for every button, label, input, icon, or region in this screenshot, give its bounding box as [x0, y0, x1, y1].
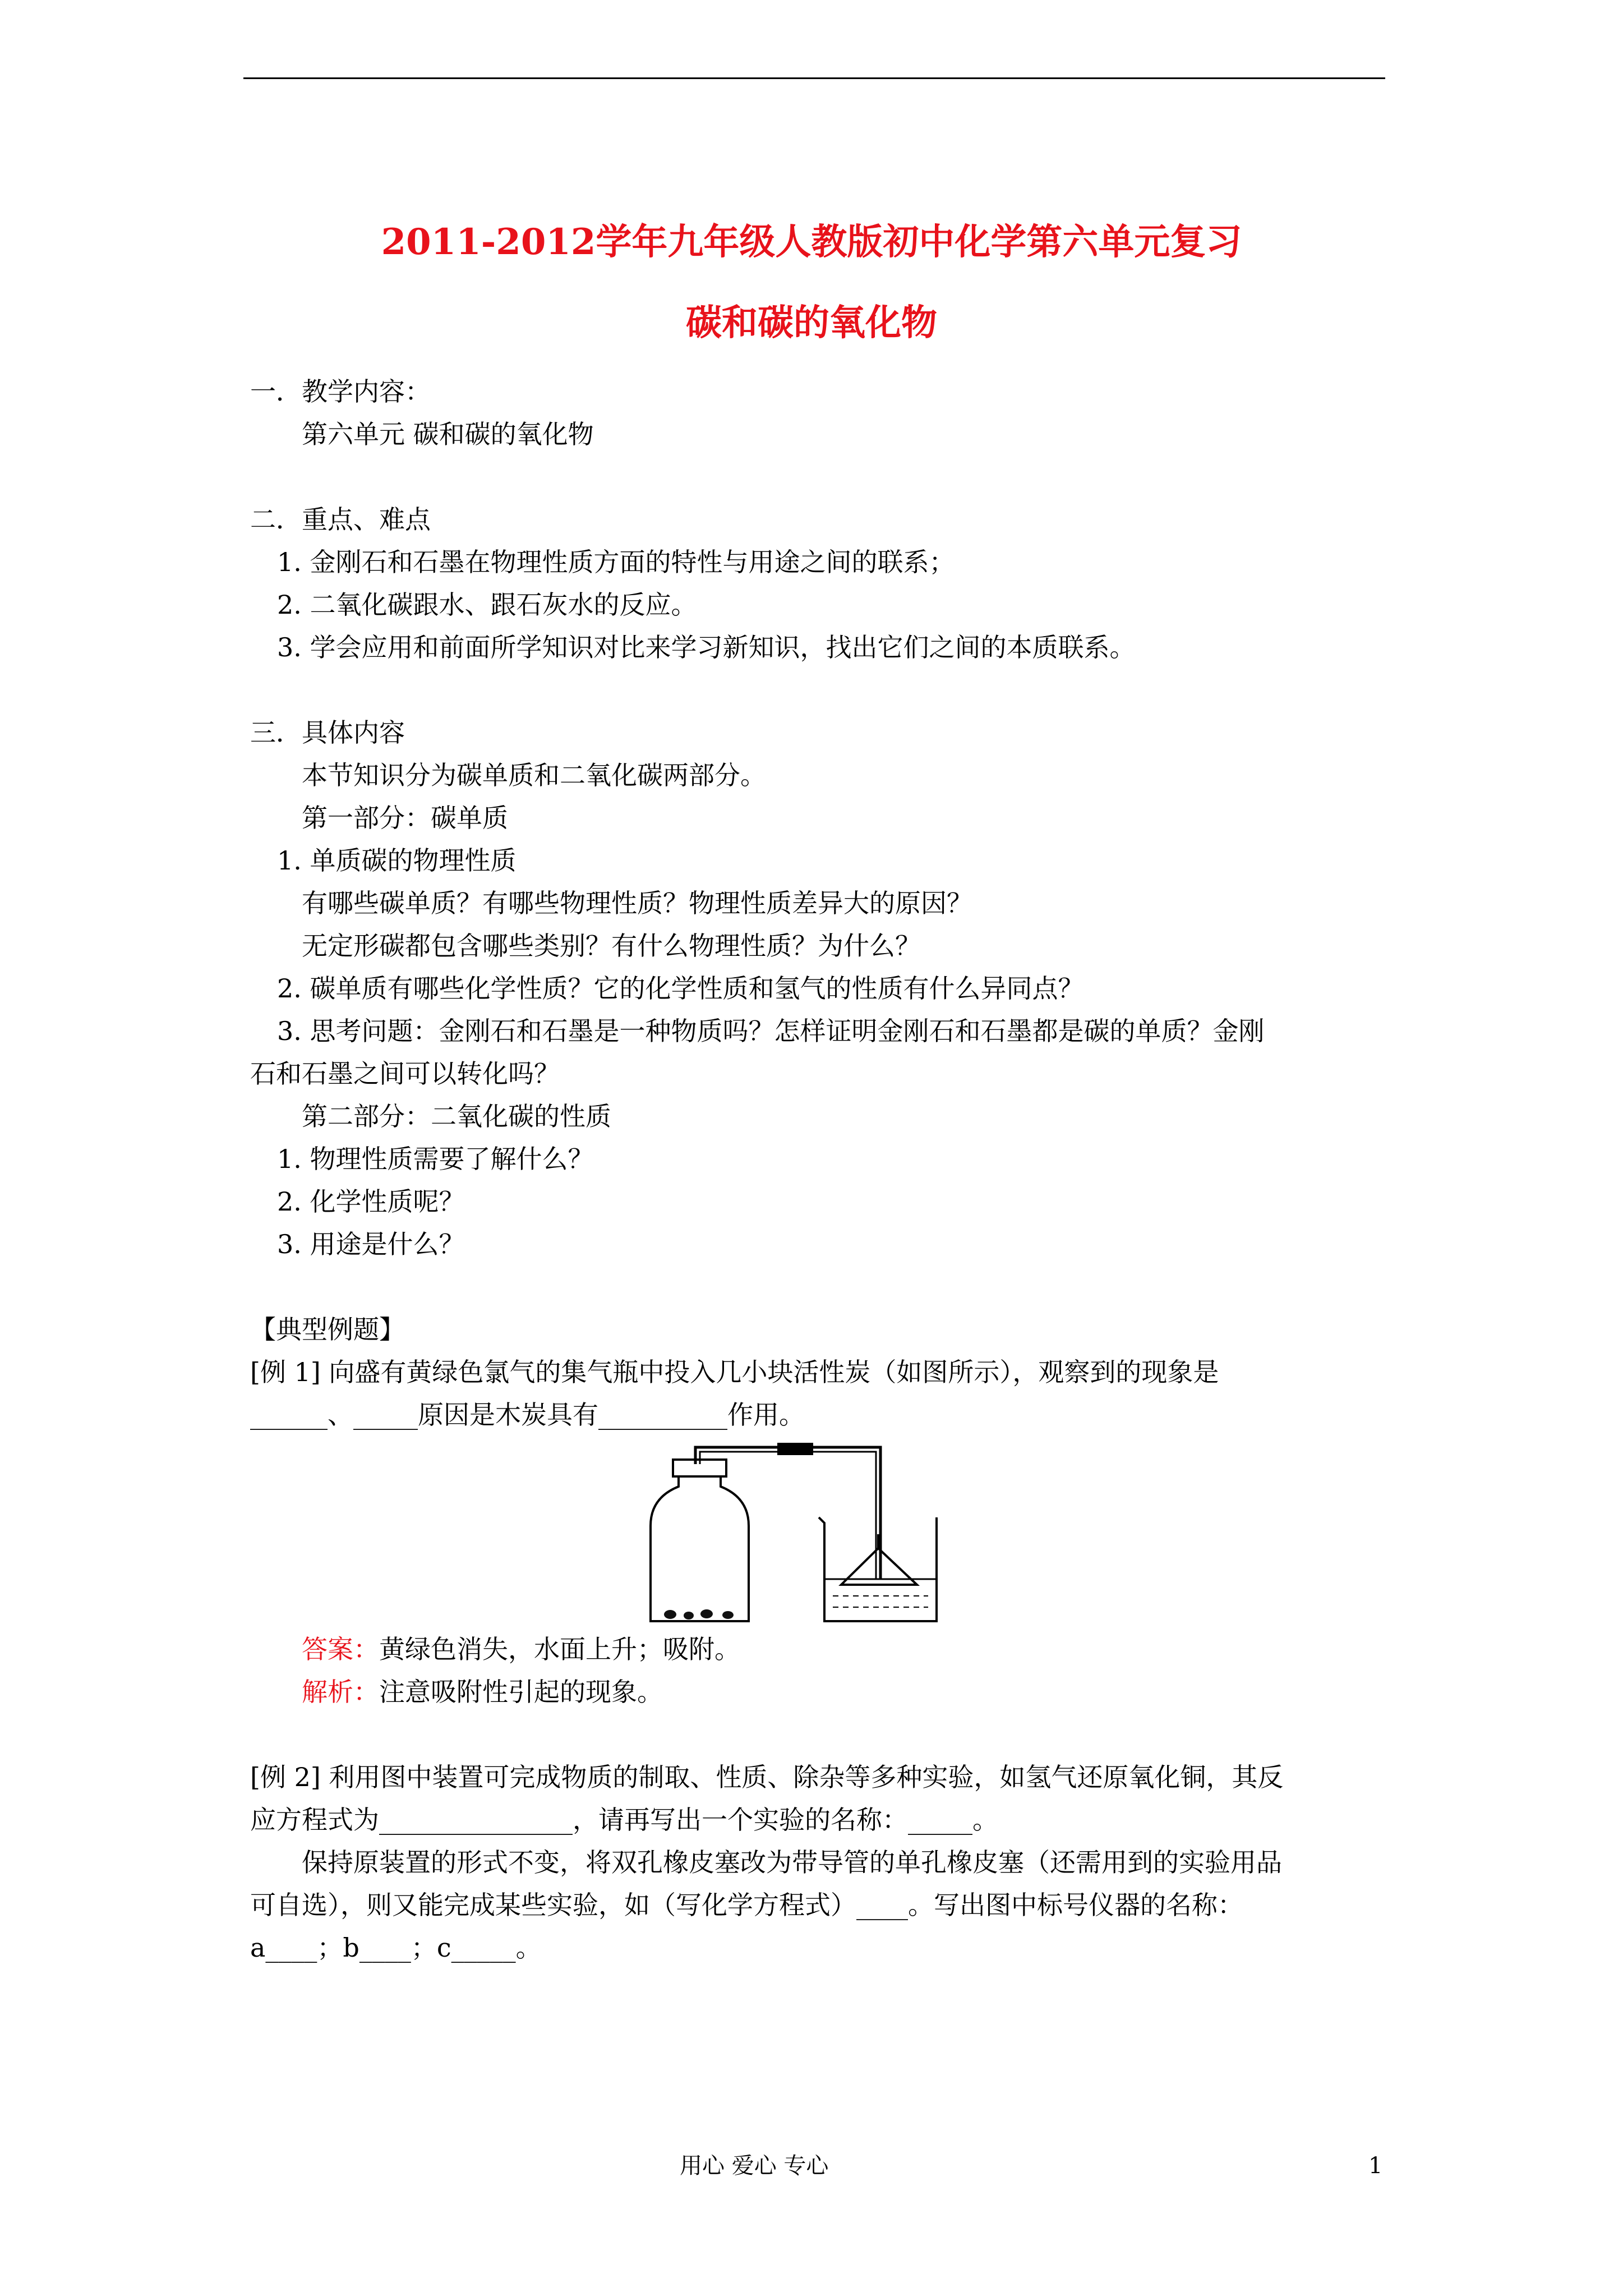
part1-heading: 第一部分：碳单质: [302, 803, 508, 833]
apparatus-figure: [639, 1436, 953, 1630]
page-number: 1: [1368, 2153, 1383, 2179]
part2-item: 3. 用途是什么？: [277, 1229, 465, 1259]
section2-item: 1. 金刚石和石墨在物理性质方面的特性与用途之间的联系；: [277, 547, 955, 577]
answer-text: 黄绿色消失，水面上升；吸附。: [379, 1634, 740, 1664]
charcoal-piece: [722, 1611, 734, 1619]
part1-item-continuation: 石和石墨之间可以转化吗？: [250, 1059, 560, 1089]
part2-heading: 第二部分：二氧化碳的性质: [302, 1101, 611, 1131]
part1-item: 2. 碳单质有哪些化学性质？它的化学性质和氢气的性质有什么异同点？: [277, 973, 1084, 1004]
section2-item: 3. 学会应用和前面所学知识对比来学习新知识，找出它们之间的本质联系。: [277, 632, 1136, 662]
part1-item: 1. 单质碳的物理性质: [277, 845, 517, 876]
example1-text: [例 1] 向盛有黄绿色氯气的集气瓶中投入几小块活性炭（如图所示），观察到的现象是: [250, 1357, 1219, 1387]
part1-question: 有哪些碳单质？有哪些物理性质？物理性质差异大的原因？: [302, 888, 972, 918]
rubber-connector: [778, 1444, 812, 1454]
part2-item: 1. 物理性质需要了解什么？: [277, 1144, 594, 1174]
analysis-text: 注意吸附性引起的现象。: [379, 1677, 663, 1707]
section1-heading: 一．教学内容：: [250, 376, 431, 407]
part2-item: 2. 化学性质呢？: [277, 1186, 465, 1217]
answer-label: 答案：: [302, 1634, 379, 1664]
example1-answer: [302, 1632, 740, 1666]
document-title: 2011-2012学年九年级人教版初中化学第六单元复习: [381, 221, 1242, 263]
section3-heading: 三．具体内容: [250, 717, 405, 748]
example2-text: [例 2] 利用图中装置可完成物质的制取、性质、除杂等多种实验，如氢气还原氧化铜，其反: [250, 1762, 1284, 1792]
footer-motto: 用心 爱心 专心: [680, 2153, 829, 2179]
charcoal-piece: [684, 1612, 694, 1619]
gas-jar: [651, 1470, 749, 1621]
charcoal-piece: [700, 1609, 713, 1618]
section2-item: 2. 二氧化碳跟水、跟石灰水的反应。: [277, 590, 697, 620]
example2-text: a____；b____；c_____。: [250, 1932, 542, 1963]
section3-intro: 本节知识分为碳单质和二氧化碳两部分。: [302, 760, 766, 790]
example2-text: 保持原装置的形式不变，将双孔橡皮塞改为带导管的单孔橡皮塞（还需用到的实验用品: [302, 1847, 1282, 1878]
analysis-label: 解析：: [302, 1677, 379, 1707]
section2-heading: 二．重点、难点: [250, 504, 431, 535]
example1-blanks: ______、_____原因是木炭具有__________作用。: [250, 1400, 805, 1430]
examples-heading: 【典型例题】: [250, 1314, 405, 1345]
document-subtitle: 碳和碳的氧化物: [686, 302, 937, 344]
beaker: [819, 1517, 937, 1621]
charcoal-piece: [664, 1610, 676, 1619]
example1-analysis: [302, 1675, 663, 1709]
part1-item: 3. 思考问题：金刚石和石墨是一种物质吗？怎样证明金刚石和石墨都是碳的单质？金刚: [277, 1016, 1265, 1046]
part1-question: 无定形碳都包含哪些类别？有什么物理性质？为什么？: [302, 931, 921, 961]
example2-text: 可自选），则又能完成某些实验，如（写化学方程式）____。写出图中标号仪器的名称：: [250, 1890, 1243, 1920]
header-rule: [243, 77, 1385, 79]
section1-content: 第六单元 碳和碳的氧化物: [302, 419, 594, 449]
example2-text: 应方程式为_______________，请再写出一个实验的名称：_____。: [250, 1805, 998, 1835]
